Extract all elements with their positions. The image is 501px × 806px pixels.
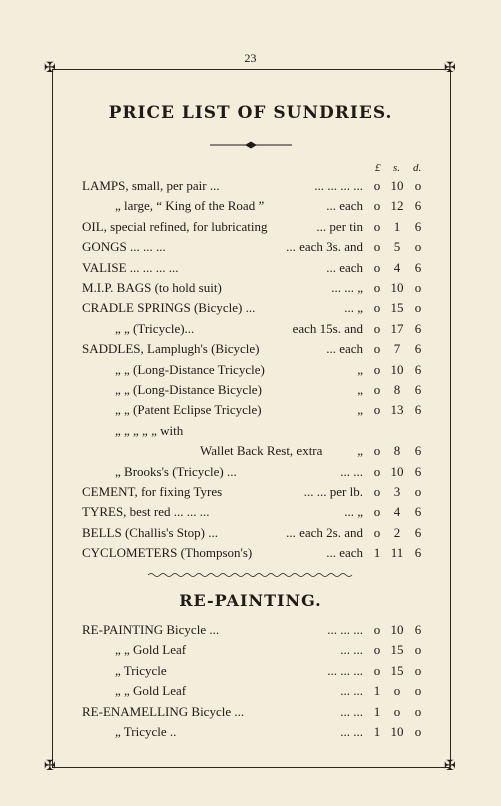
pounds-cell: 1 bbox=[373, 703, 381, 719]
list-item bbox=[0, 443, 501, 463]
shillings-cell: 10 bbox=[390, 463, 404, 479]
pence-cell: 6 bbox=[414, 622, 422, 637]
item-leader: ... ... bbox=[340, 683, 363, 699]
pounds-cell: o bbox=[373, 662, 381, 678]
shillings-cell: 11 bbox=[390, 545, 404, 561]
shillings-cell: 10 bbox=[390, 622, 404, 637]
item-label: „ Tricycle bbox=[115, 662, 167, 678]
pence-cell: o bbox=[414, 239, 422, 255]
shillings-cell: 8 bbox=[393, 382, 401, 397]
shillings-cell: 10 bbox=[390, 280, 404, 295]
pounds-cell: o bbox=[373, 463, 381, 479]
cross-ornament-icon: ✠ bbox=[44, 759, 56, 774]
item-leader: ... ... „ bbox=[331, 280, 363, 295]
shillings-cell: o bbox=[393, 683, 401, 699]
pounds-cell: o bbox=[373, 178, 381, 193]
item-leader: ... „ bbox=[344, 504, 363, 520]
item-leader: ... ... ... bbox=[327, 662, 363, 678]
shillings-cell: 17 bbox=[390, 320, 404, 336]
pence-cell: o bbox=[414, 300, 422, 316]
item-leader: each 15s. and bbox=[292, 320, 363, 336]
pence-cell: o bbox=[414, 178, 422, 193]
item-leader: ... ... bbox=[340, 642, 363, 658]
list-item bbox=[0, 362, 501, 382]
item-label: „ large, “ King of the Road ” bbox=[115, 198, 265, 214]
pounds-cell: o bbox=[373, 280, 381, 295]
item-label: GONGS ... ... ... bbox=[82, 239, 166, 255]
pence-cell: 6 bbox=[414, 443, 422, 459]
list-item bbox=[0, 704, 501, 724]
list-item bbox=[0, 622, 501, 642]
shillings-cell: 15 bbox=[390, 642, 404, 658]
item-label: TYRES, best red ... ... ... bbox=[82, 504, 210, 520]
list-item bbox=[0, 642, 501, 662]
list-item bbox=[0, 321, 501, 341]
pence-cell: 6 bbox=[414, 382, 422, 397]
pounds-header: £ bbox=[375, 162, 381, 174]
pence-cell: 6 bbox=[414, 341, 422, 357]
cross-ornament-icon: ✠ bbox=[444, 759, 456, 774]
pence-cell: o bbox=[414, 642, 422, 658]
shillings-cell: 8 bbox=[393, 443, 401, 459]
item-label: CEMENT, for fixing Tyres bbox=[82, 484, 223, 499]
shillings-cell: 10 bbox=[390, 178, 404, 193]
pence-cell: 6 bbox=[414, 361, 422, 377]
pounds-cell: o bbox=[373, 198, 381, 214]
pence-cell: 6 bbox=[414, 198, 422, 214]
pounds-cell: o bbox=[373, 443, 381, 459]
pounds-cell: 1 bbox=[373, 724, 381, 739]
item-leader: ... „ bbox=[344, 300, 363, 316]
page-number: 23 bbox=[244, 51, 257, 65]
shillings-cell: 10 bbox=[390, 361, 404, 377]
list-item bbox=[0, 663, 501, 683]
item-label: „ Tricycle .. bbox=[115, 724, 177, 739]
pence-cell: 6 bbox=[414, 402, 422, 418]
item-label: „ „ (Long-Distance Tricycle) bbox=[115, 361, 265, 377]
shillings-cell: o bbox=[393, 703, 401, 719]
item-label: „ „ Gold Leaf bbox=[115, 683, 187, 699]
list-item bbox=[0, 239, 501, 259]
pounds-cell: o bbox=[373, 622, 381, 637]
pounds-cell: o bbox=[373, 642, 381, 658]
cross-ornament-icon: ✠ bbox=[444, 61, 456, 76]
item-label: SADDLES, Lamplugh's (Bicycle) bbox=[82, 341, 260, 357]
item-leader: ... ... bbox=[340, 724, 363, 739]
item-leader: ... each 2s. and bbox=[286, 524, 363, 540]
list-item bbox=[0, 724, 501, 744]
list-item bbox=[0, 260, 501, 280]
pounds-cell: o bbox=[373, 300, 381, 316]
pence-cell: 6 bbox=[414, 524, 422, 540]
item-label: „ „ (Tricycle)... bbox=[115, 320, 195, 336]
pounds-cell: o bbox=[373, 484, 381, 499]
pence-cell: 6 bbox=[414, 504, 422, 520]
pounds-cell: o bbox=[373, 382, 381, 397]
shillings-header: s. bbox=[393, 162, 401, 174]
list-item bbox=[0, 545, 501, 565]
item-label: „ Brooks's (Tricycle) ... bbox=[115, 463, 237, 479]
item-leader: ... each bbox=[326, 198, 363, 214]
item-leader: ... ... ... bbox=[327, 622, 363, 637]
pounds-cell: o bbox=[373, 402, 381, 418]
title-ornament bbox=[210, 141, 292, 149]
list-item bbox=[0, 280, 501, 300]
item-label: VALISE ... ... ... ... bbox=[82, 259, 179, 275]
list-item bbox=[0, 504, 501, 524]
pounds-cell: o bbox=[373, 259, 381, 275]
pence-cell: o bbox=[414, 703, 422, 719]
pounds-cell: o bbox=[373, 239, 381, 255]
list-item bbox=[0, 219, 501, 239]
pounds-cell: o bbox=[373, 524, 381, 540]
item-label: Wallet Back Rest, extra bbox=[200, 443, 323, 459]
pence-cell: o bbox=[414, 280, 422, 295]
item-label: BELLS (Challis's Stop) ... bbox=[82, 524, 218, 540]
item-leader: ... each bbox=[326, 545, 363, 561]
list-item bbox=[0, 423, 501, 443]
item-leader: ... each bbox=[326, 341, 363, 357]
item-leader: „ bbox=[357, 382, 363, 397]
item-label: CRADLE SPRINGS (Bicycle) ... bbox=[82, 300, 256, 316]
shillings-cell: 4 bbox=[393, 504, 401, 520]
item-label: OIL, special refined, for lubricating bbox=[82, 218, 268, 234]
item-leader: „ bbox=[357, 443, 363, 459]
pence-cell: 6 bbox=[414, 545, 422, 561]
item-label: CYCLOMETERS (Thompson's) bbox=[82, 545, 253, 561]
item-label: M.I.P. BAGS (to hold suit) bbox=[82, 280, 222, 295]
item-label: „ „ (Long-Distance Bicycle) bbox=[115, 382, 262, 397]
item-leader: ... ... bbox=[340, 463, 363, 479]
list-item bbox=[0, 525, 501, 545]
shillings-cell: 15 bbox=[390, 662, 404, 678]
pence-cell: 6 bbox=[414, 259, 422, 275]
pence-cell: 6 bbox=[414, 218, 422, 234]
pounds-cell: 1 bbox=[373, 545, 381, 561]
item-leader: ... ... bbox=[340, 703, 363, 719]
item-label: „ „ „ „ „ with bbox=[115, 422, 184, 438]
pounds-cell: o bbox=[373, 341, 381, 357]
shillings-cell: 1 bbox=[393, 218, 401, 234]
list-item bbox=[0, 198, 501, 218]
pounds-cell: o bbox=[373, 218, 381, 234]
pounds-cell: o bbox=[373, 361, 381, 377]
page-title: PRICE LIST OF SUNDRIES. bbox=[108, 103, 393, 123]
item-leader: „ bbox=[357, 402, 363, 418]
pounds-cell: o bbox=[373, 320, 381, 336]
shillings-cell: 13 bbox=[390, 402, 404, 418]
shillings-cell: 3 bbox=[393, 484, 401, 499]
item-label: „ „ (Patent Eclipse Tricycle) bbox=[115, 402, 262, 418]
section-title: RE-PAINTING. bbox=[179, 591, 322, 610]
list-item bbox=[0, 484, 501, 504]
list-item bbox=[0, 341, 501, 361]
section-divider bbox=[148, 572, 354, 578]
item-leader: „ bbox=[357, 361, 363, 377]
item-leader: ... each bbox=[326, 259, 363, 275]
pence-cell: o bbox=[414, 662, 422, 678]
list-item bbox=[0, 382, 501, 402]
item-leader: ... ... per lb. bbox=[303, 484, 363, 499]
list-item bbox=[0, 402, 501, 422]
item-label: RE-ENAMELLING Bicycle ... bbox=[82, 703, 245, 719]
shillings-cell: 12 bbox=[390, 198, 404, 214]
pence-cell: 6 bbox=[414, 320, 422, 336]
top-rule bbox=[52, 69, 450, 70]
list-item bbox=[0, 300, 501, 320]
item-leader: ... per tin bbox=[316, 218, 363, 234]
pounds-cell: 1 bbox=[373, 683, 381, 699]
shillings-cell: 2 bbox=[393, 524, 401, 540]
item-leader: ... each 3s. and bbox=[286, 239, 363, 255]
list-item bbox=[0, 464, 501, 484]
pence-header: d. bbox=[413, 162, 422, 174]
shillings-cell: 10 bbox=[390, 724, 404, 739]
item-label: LAMPS, small, per pair ... bbox=[82, 178, 220, 193]
item-label: „ „ Gold Leaf bbox=[115, 642, 187, 658]
pence-cell: o bbox=[414, 683, 422, 699]
bottom-rule bbox=[52, 767, 450, 768]
cross-ornament-icon: ✠ bbox=[44, 61, 56, 76]
item-label: RE-PAINTING Bicycle ... bbox=[82, 622, 220, 637]
shillings-cell: 7 bbox=[393, 341, 401, 357]
shillings-cell: 15 bbox=[390, 300, 404, 316]
pence-cell: o bbox=[414, 484, 422, 499]
pence-cell: o bbox=[414, 724, 422, 739]
pounds-cell: o bbox=[373, 504, 381, 520]
item-leader: ... ... ... ... bbox=[314, 178, 363, 193]
list-item bbox=[0, 683, 501, 703]
list-item bbox=[0, 178, 501, 198]
pence-cell: 6 bbox=[414, 463, 422, 479]
shillings-cell: 4 bbox=[393, 259, 401, 275]
shillings-cell: 5 bbox=[393, 239, 401, 255]
